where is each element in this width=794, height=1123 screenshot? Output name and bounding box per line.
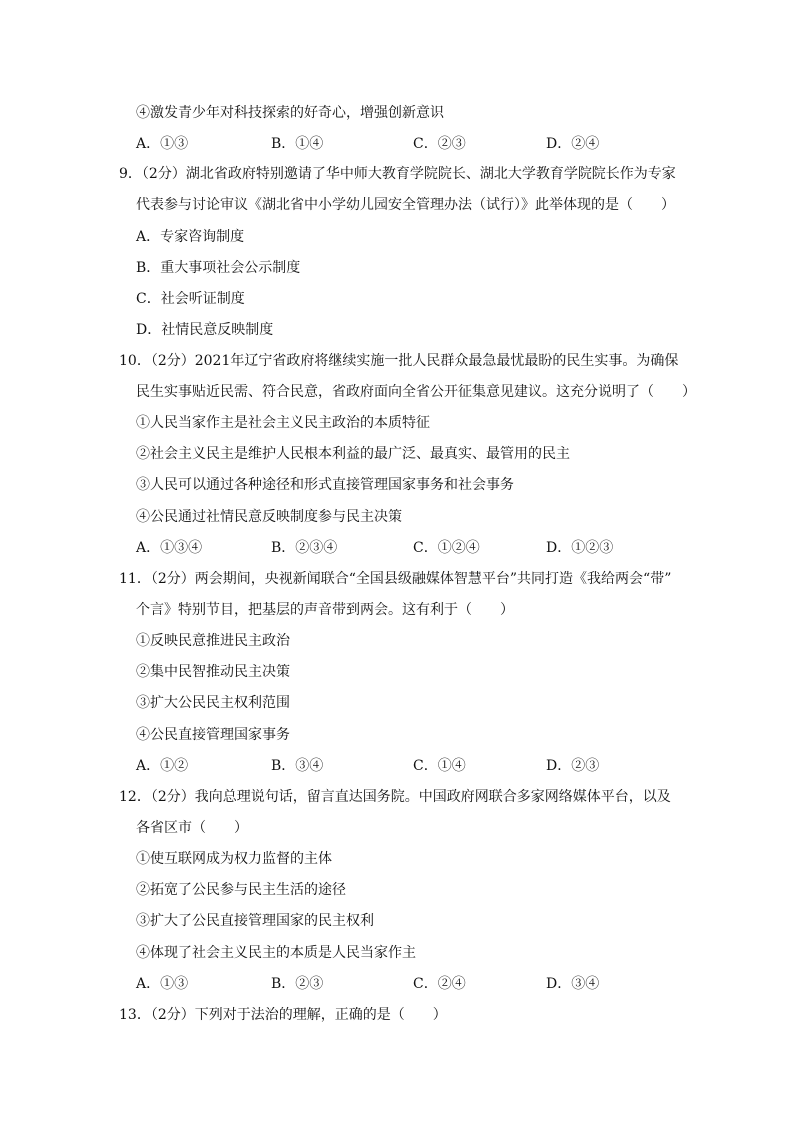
q11-stem-line1: 11．（2分）两会期间，央视新闻联合“全国县级融媒体智慧平台”共同打造《我给两会“带” [119,571,672,587]
q11-item-3: ③扩大公民民主权利范围 [136,695,290,711]
q11-item-4: ④公民直接管理国家事务 [136,727,290,743]
q10-option-b: B．②③④ [271,540,338,556]
q11-option-d: D．②③ [546,758,600,774]
q8-option-b: B．①④ [271,136,324,152]
q9-stem-line2: 代表参与讨论审议《湖北省中小学幼儿园安全管理办法（试行）》此举体现的是（ ） [136,197,675,213]
q10-option-c: C．①②④ [413,540,480,556]
q10-item-2: ②社会主义民主是维护人民根本利益的最广泛、最真实、最管用的民主 [136,446,570,462]
q12-stem-line1: 12．（2分）我向总理说句话，留言直达国务院。中国政府网联合多家网络媒体平台，以及 [119,789,671,805]
q12-item-1: ①使互联网成为权力监督的主体 [136,851,332,867]
q11-option-c: C．①④ [413,758,466,774]
q10-item-3: ③人民可以通过各种途径和形式直接管理国家事务和社会事务 [136,477,514,493]
q9-option-d: D．社情民意反映制度 [136,322,274,338]
q9-option-c: C．社会听证制度 [136,291,245,307]
q13-stem-line1: 13．（2分）下列对于法治的理解，正确的是（ ） [119,1007,447,1023]
q12-option-b: B．②③ [271,976,324,992]
q11-item-2: ②集中民智推动民主决策 [136,664,290,680]
q12-item-3: ③扩大了公民直接管理国家的民主权利 [136,913,374,929]
q11-option-a: A．①② [136,758,189,774]
q11-option-b: B．③④ [271,758,324,774]
q12-option-d: D．③④ [546,976,600,992]
q12-item-2: ②拓宽了公民参与民主生活的途径 [136,882,346,898]
q11-item-1: ①反映民意推进民主政治 [136,633,290,649]
q11-stem-line2: 个言》特别节目，把基层的声音带到两会。这有利于（ ） [136,602,514,618]
q8-option-d: D．②④ [546,136,600,152]
q12-item-4: ④体现了社会主义民主的本质是人民当家作主 [136,945,416,961]
q10-stem-line2: 民生实事贴近民需、符合民意，省政府面向全省公开征集意见建议。这充分说明了（ ） [136,384,696,400]
q10-item-1: ①人民当家作主是社会主义民主政治的本质特征 [136,415,430,431]
q8-item-4: ④激发青少年对科技探索的好奇心，增强创新意识 [136,105,444,121]
q10-option-a: A．①③④ [136,540,203,556]
q9-option-a: A．专家咨询制度 [136,229,245,245]
q12-option-c: C．②④ [413,976,466,992]
q10-stem-line1: 10．（2分）2021年辽宁省政府将继续实施一批人民群众最急最忧最盼的民生实事。为确保 [119,353,679,369]
q12-stem-line2: 各省区市（ ） [136,820,248,836]
q12-option-a: A．①③ [136,976,189,992]
q8-option-c: C．②③ [413,136,466,152]
q9-option-b: B．重大事项社会公示制度 [136,260,301,276]
q10-option-d: D．①②③ [546,540,614,556]
q9-stem-line1: 9．（2分）湖北省政府特别邀请了华中师大教育学院院长、湖北大学教育学院院长作为专家 [119,166,676,182]
q10-item-4: ④公民通过社情民意反映制度参与民主决策 [136,509,402,525]
q8-option-a: A．①③ [136,136,189,152]
